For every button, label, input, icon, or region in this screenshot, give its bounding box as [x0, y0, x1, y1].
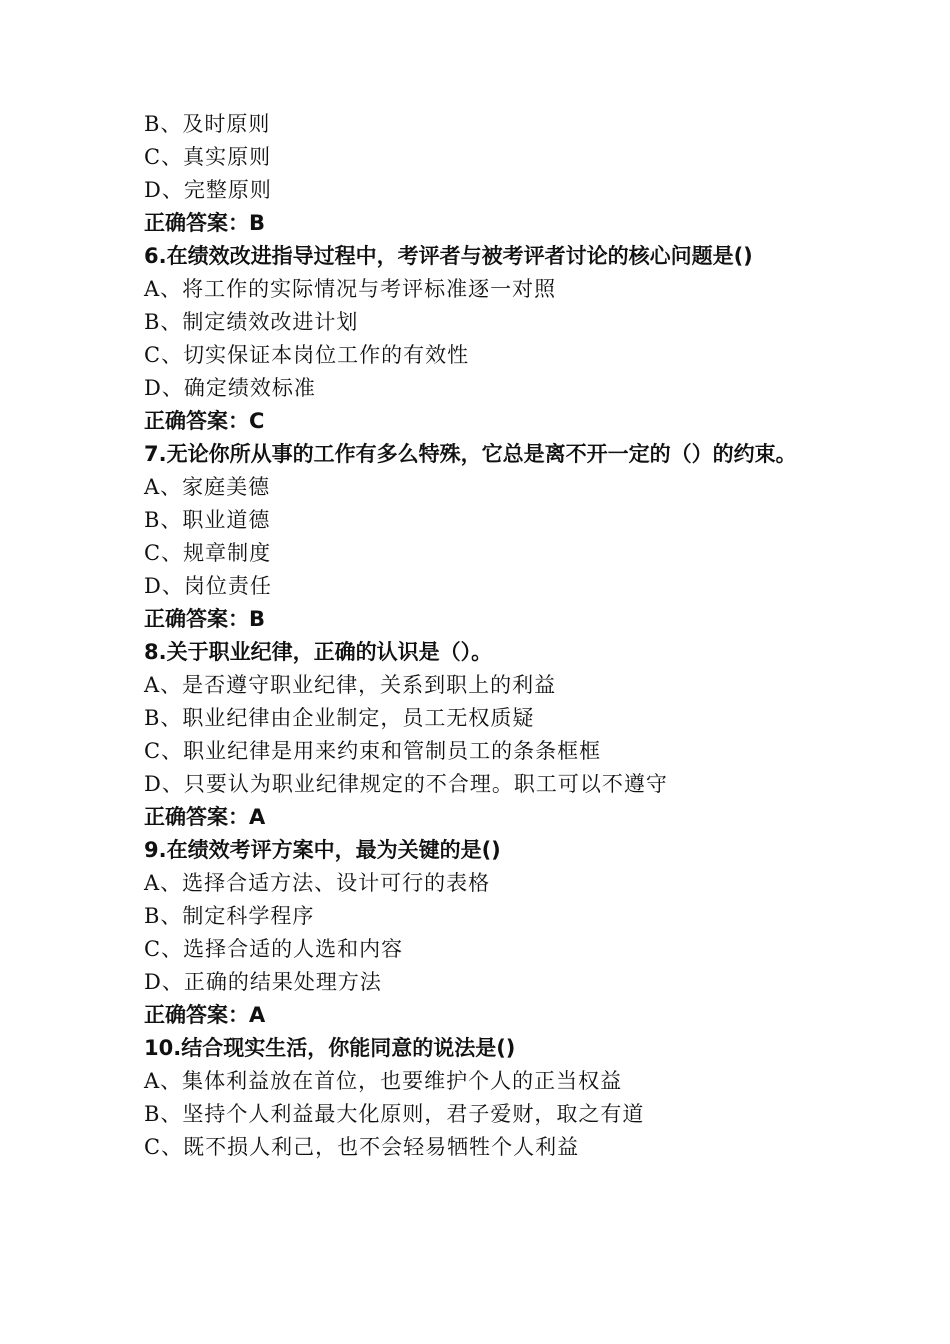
- answer-option: D、完整原则: [144, 178, 272, 202]
- question-text: 10.结合现实生活，你能同意的说法是(): [144, 1036, 516, 1060]
- answer-option: B、及时原则: [144, 112, 271, 136]
- answer-option: D、岗位责任: [144, 574, 272, 598]
- correct-answer: 正确答案：B: [144, 607, 266, 631]
- answer-option: C、选择合适的人选和内容: [144, 937, 404, 961]
- answer-option: C、规章制度: [144, 541, 272, 565]
- answer-option: D、只要认为职业纪律规定的不合理。职工可以不遵守: [144, 772, 668, 796]
- question-text: 6.在绩效改进指导过程中，考评者与被考评者讨论的核心问题是(): [144, 244, 753, 268]
- answer-option: B、职业道德: [144, 508, 271, 532]
- question-text: 8.关于职业纪律，正确的认识是（）。: [144, 640, 493, 664]
- answer-option: A、是否遵守职业纪律，关系到职上的利益: [144, 673, 557, 697]
- answer-option: C、切实保证本岗位工作的有效性: [144, 343, 470, 367]
- answer-option: D、正确的结果处理方法: [144, 970, 382, 994]
- answer-option: A、将工作的实际情况与考评标准逐一对照: [144, 277, 557, 301]
- correct-answer: 正确答案：C: [144, 409, 265, 433]
- answer-option: B、职业纪律由企业制定，员工无权质疑: [144, 706, 535, 730]
- answer-option: B、制定绩效改进计划: [144, 310, 359, 334]
- answer-option: C、职业纪律是用来约束和管制员工的条条框框: [144, 739, 602, 763]
- answer-option: A、选择合适方法、设计可行的表格: [144, 871, 491, 895]
- answer-option: C、真实原则: [144, 145, 272, 169]
- correct-answer: 正确答案：B: [144, 211, 266, 235]
- answer-option: C、既不损人利己，也不会轻易牺牲个人利益: [144, 1135, 580, 1159]
- question-text: 7.无论你所从事的工作有多么特殊，它总是离不开一定的（）的约束。: [144, 442, 797, 466]
- answer-option: B、制定科学程序: [144, 904, 315, 928]
- answer-option: B、坚持个人利益最大化原则，君子爱财，取之有道: [144, 1102, 645, 1126]
- answer-option: D、确定绩效标准: [144, 376, 316, 400]
- correct-answer: 正确答案：A: [144, 805, 266, 829]
- answer-option: A、家庭美德: [144, 475, 271, 499]
- answer-option: A、集体利益放在首位，也要维护个人的正当权益: [144, 1069, 623, 1093]
- correct-answer: 正确答案：A: [144, 1003, 266, 1027]
- document-page: [144, 108, 824, 1164]
- question-text: 9.在绩效考评方案中，最为关键的是(): [144, 838, 501, 862]
